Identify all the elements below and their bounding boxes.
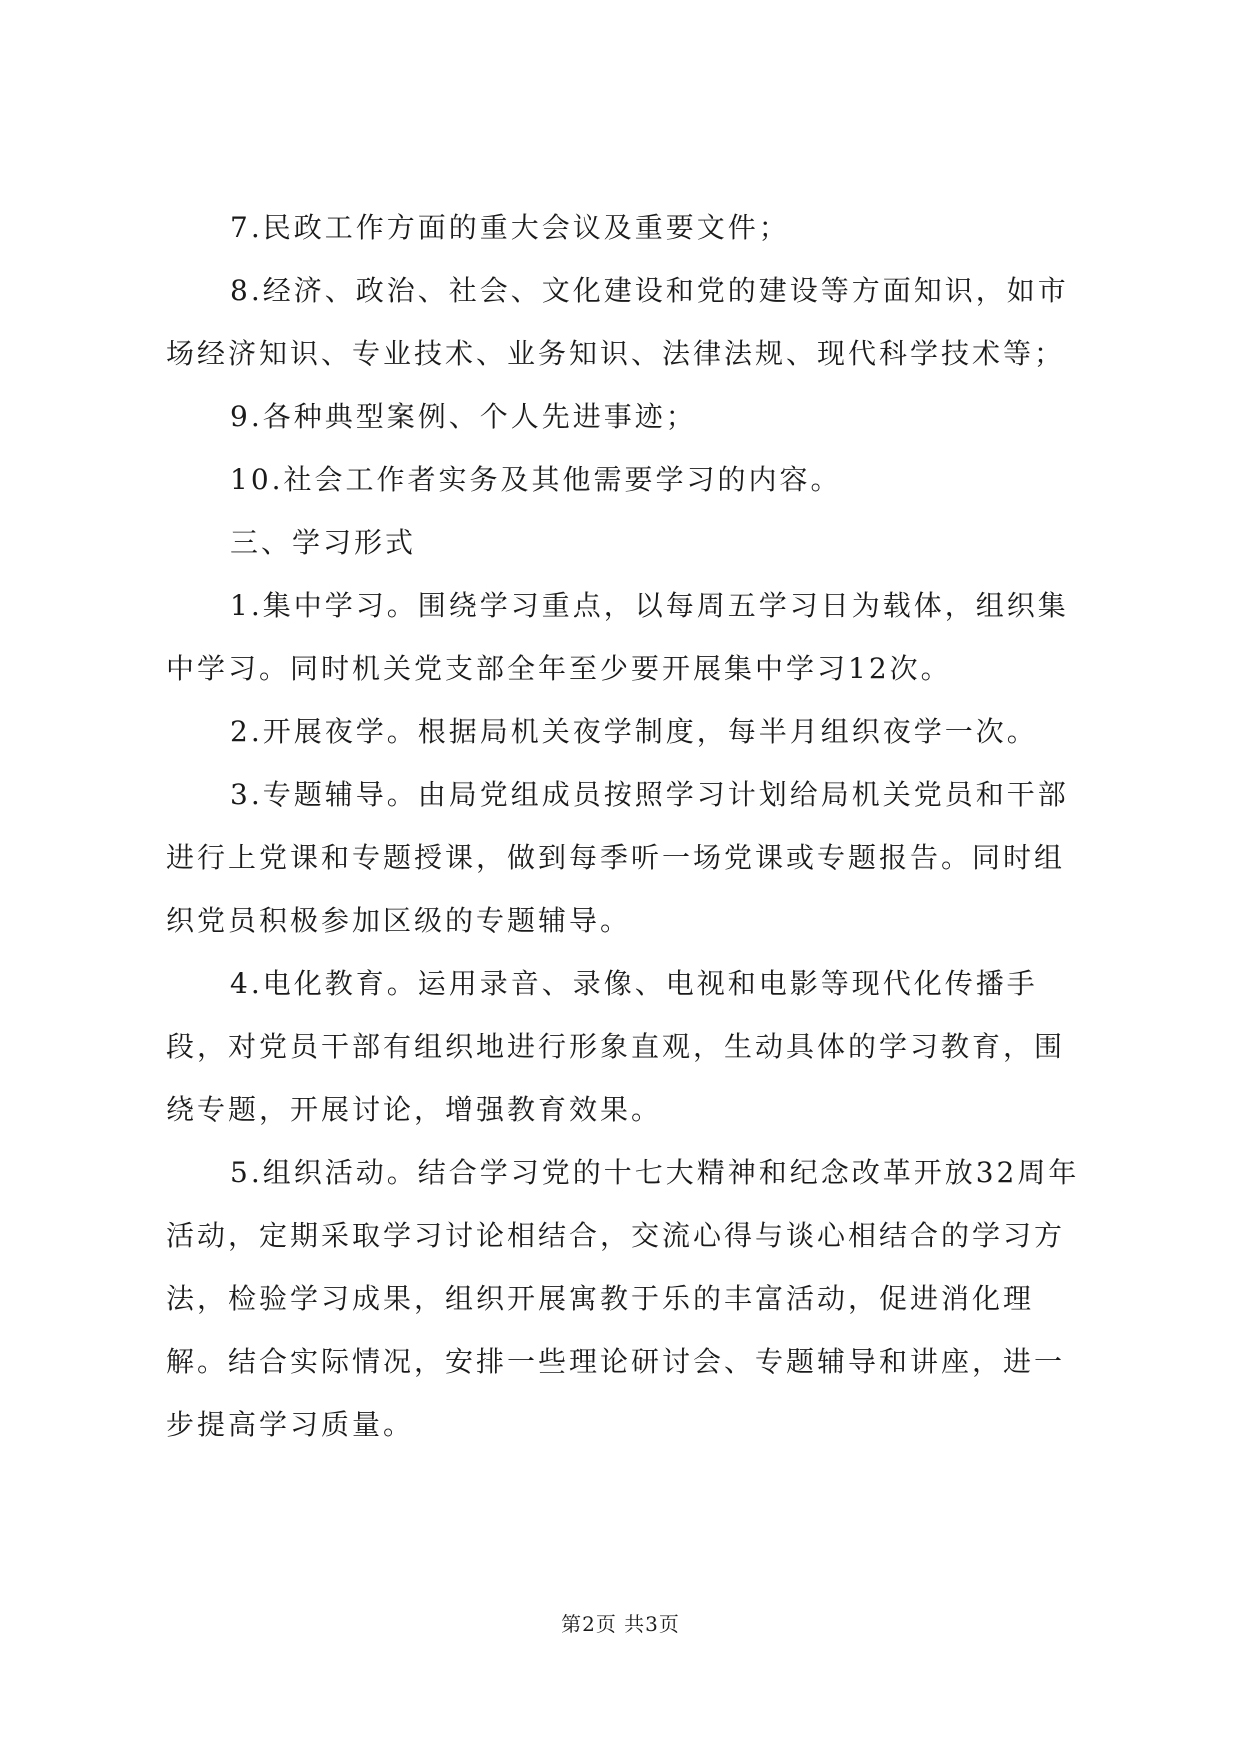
paragraph-form-5: 5.组织活动。结合学习党的十七大精神和纪念改革开放32周年活动，定期采取学习讨论相结合，交流心得与谈心相结合的学习方法，检验学习成果，组织开展寓教于乐的丰富活动，促进消化理解。结合实际情况，安排一些理论研讨会、专题辅导和讲座，进一步提高学习质量。 xyxy=(166,1156,1080,1441)
page-footer xyxy=(0,1612,1241,1636)
document-body xyxy=(166,196,1086,1456)
paragraph-item-8: 8.经济、政治、社会、文化建设和党的建设等方面知识，如市场经济知识、专业技术、业务知识、法律法规、现代科学技术等； xyxy=(166,274,1069,370)
paragraph-form-2: 2.开展夜学。根据局机关夜学制度，每半月组织夜学一次。 xyxy=(230,715,1038,748)
section-heading-study-forms: 三、学习形式 xyxy=(230,526,417,559)
paragraph-form-4: 4.电化教育。运用录音、录像、电视和电影等现代化传播手段，对党员干部有组织地进行形象直观，生动具体的学习教育，围绕专题，开展讨论，增强教育效果。 xyxy=(166,967,1066,1126)
page-number: 第2页 共3页 xyxy=(561,1612,680,1636)
paragraph-form-1: 1.集中学习。围绕学习重点，以每周五学习日为载体，组织集中学习。同时机关党支部全年至少要开展集中学习12次。 xyxy=(166,589,1069,685)
paragraph-item-7: 7.民政工作方面的重大会议及重要文件； xyxy=(230,211,790,244)
paragraph-item-9: 9.各种典型案例、个人先进事迹； xyxy=(230,400,697,433)
paragraph-form-3: 3.专题辅导。由局党组成员按照学习计划给局机关党员和干部进行上党课和专题授课，做到每季听一场党课或专题报告。同时组织党员积极参加区级的专题辅导。 xyxy=(166,778,1069,937)
paragraph-item-10: 10.社会工作者实务及其他需要学习的内容。 xyxy=(230,463,842,496)
